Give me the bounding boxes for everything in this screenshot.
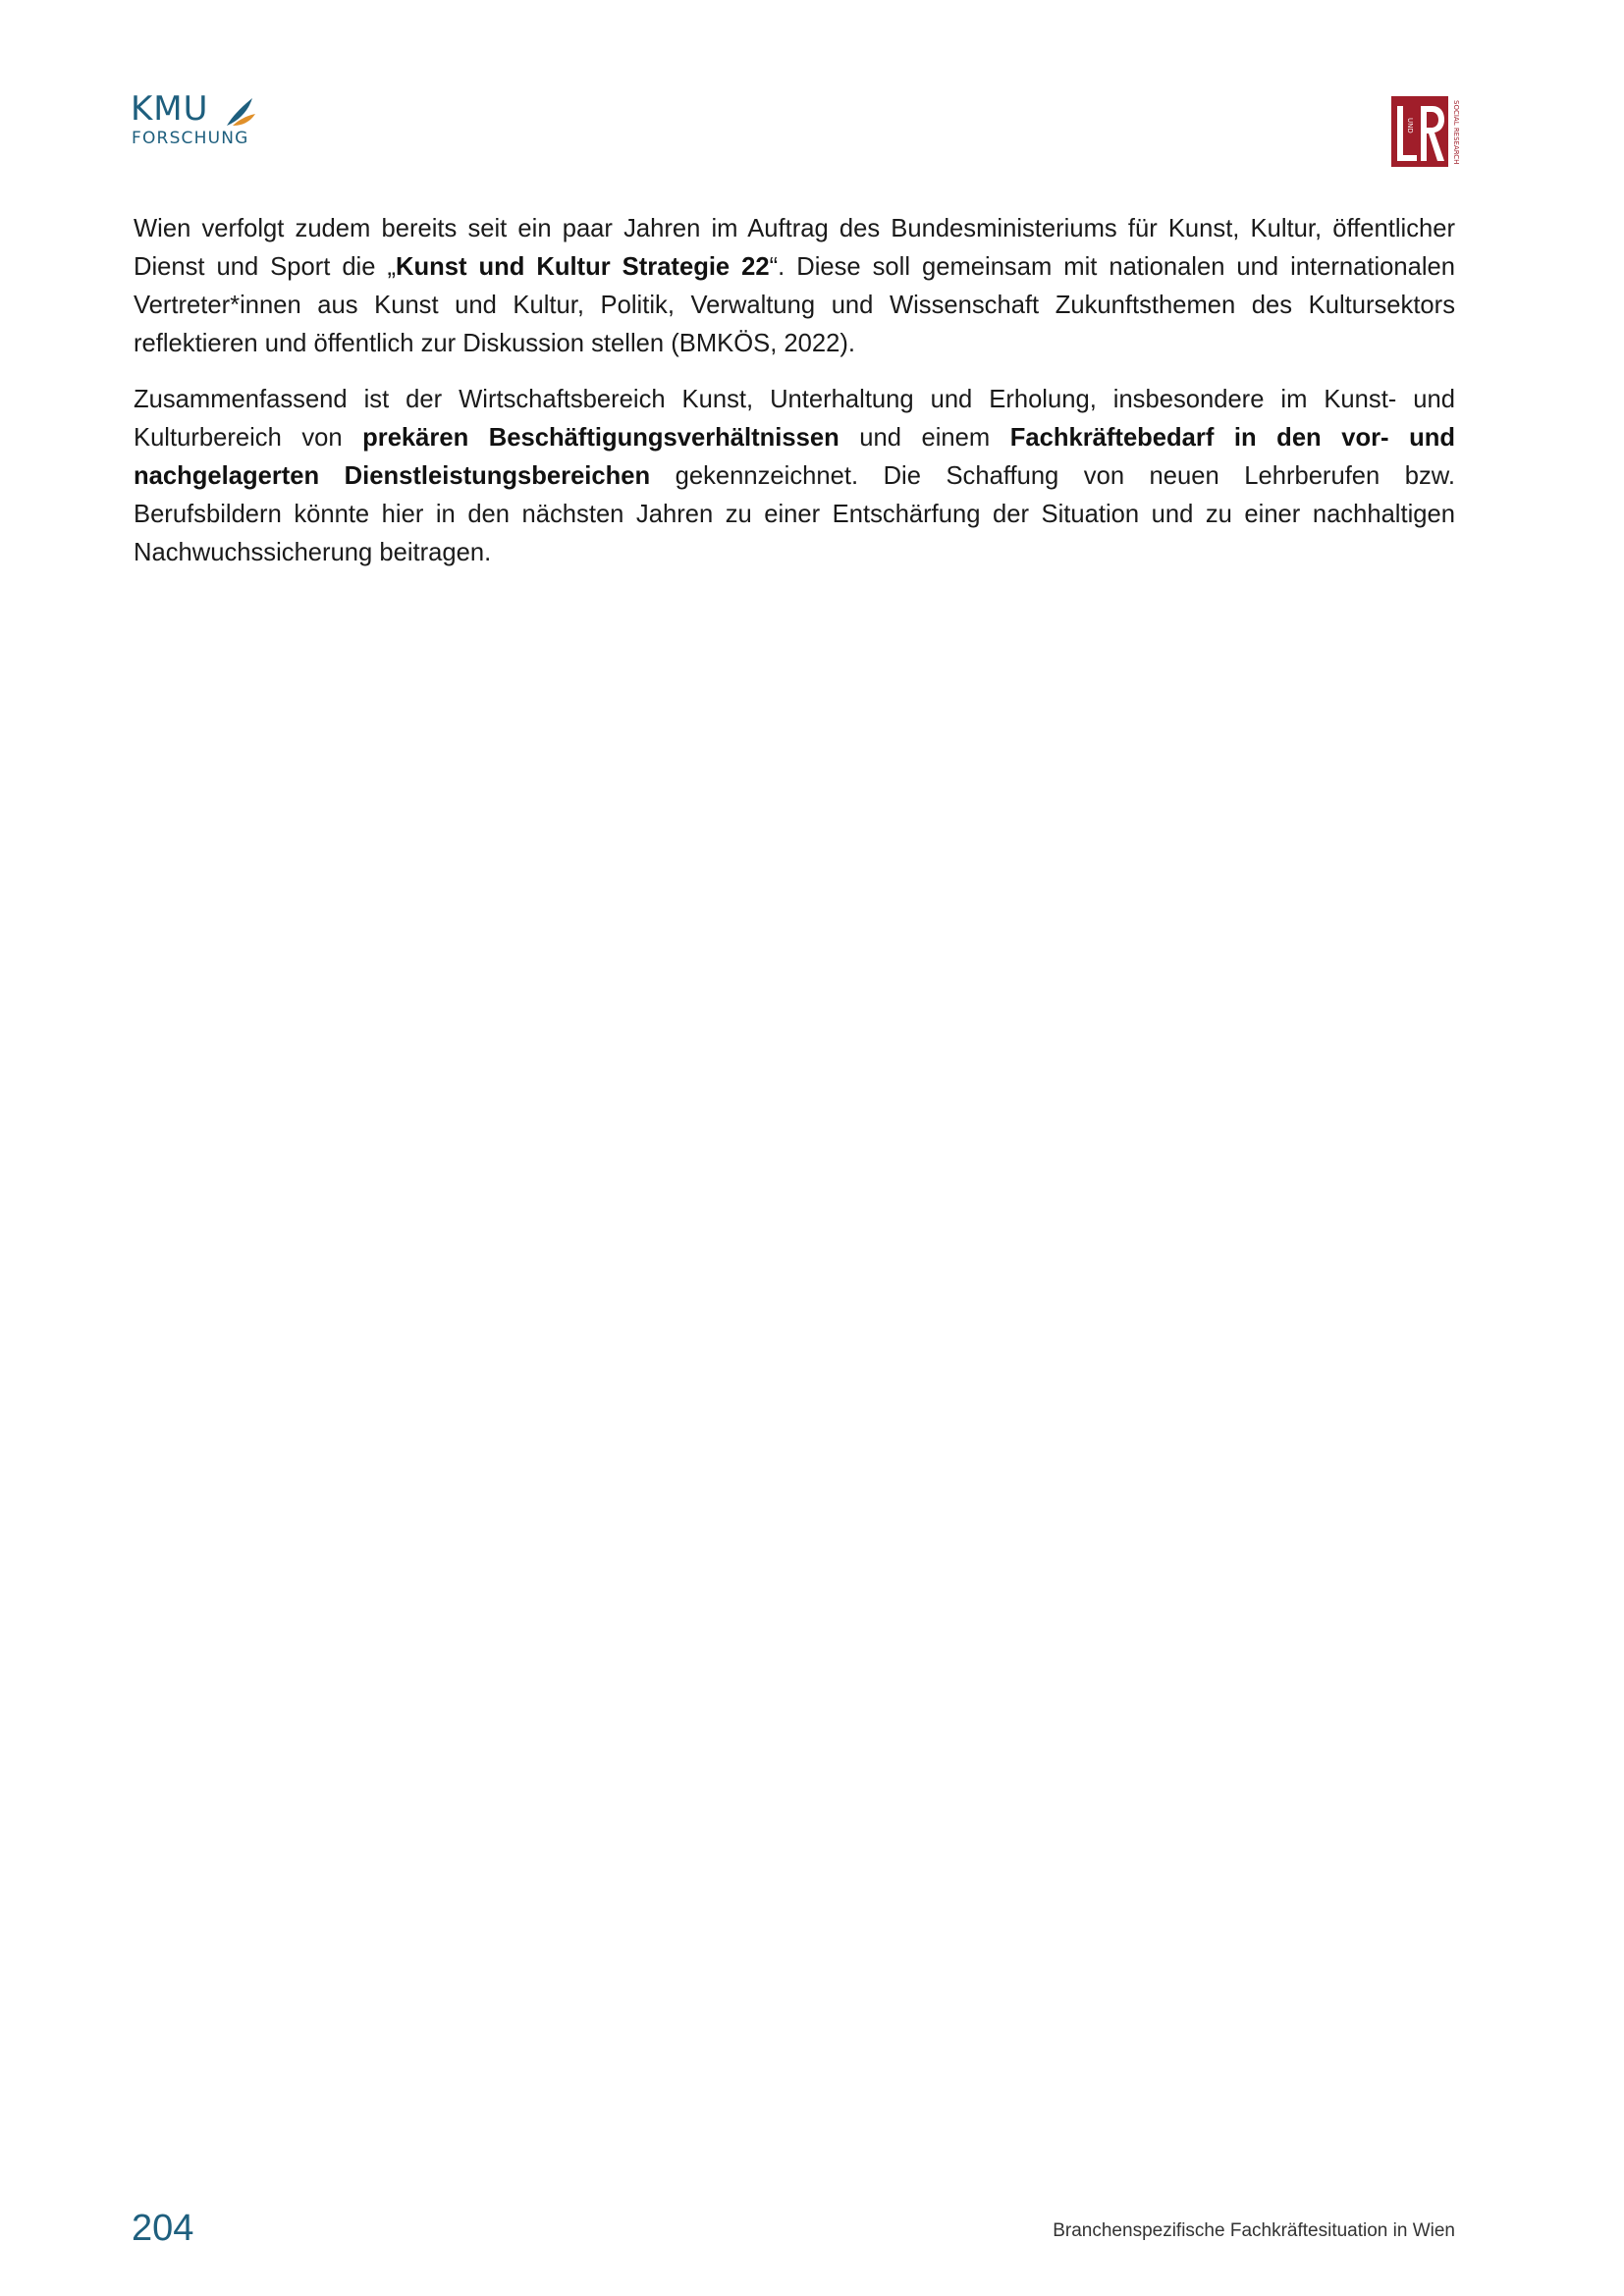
paragraph-2-segment: Zusammenfassend ist der Wirtschaftsbereich Kunst, Unterhaltung und Erholung, insbesondere im Kunst- und Kulturbereich von [134, 386, 1455, 452]
footer-title: Branchenspezifische Fachkräftesituation in Wien [1053, 2220, 1455, 2241]
paragraph-2-segment: und einem [839, 424, 1010, 452]
logo-kmu-word: KMU [131, 89, 209, 129]
lr-social-research-logo [1391, 96, 1464, 167]
page-number: 204 [132, 2208, 194, 2249]
paragraph-2 [134, 381, 1455, 572]
paragraph-1-segment: Wien verfolgt zudem bereits seit ein paar Jahren im Auftrag des Bundesministeriums für Kunst, Kultur, öffentlicher Dienst und Sport die „ [134, 215, 1455, 281]
paragraph-1-segment: “. Diese soll gemeinsam mit nationalen und internationalen Vertreter*innen aus Kunst und Kultur, Politik, Verwaltung und Wissenschaft Zukunftsthemen des Kultursektors reflektieren und öffentlich zur Diskussion stellen (BMKÖS, 2022). [134, 253, 1456, 357]
paragraph-2-segment: gekennzeichnet. Die Schaffung von neuen Lehrberufen bzw. Berufsbildern könnte hier in den nächsten Jahren zu einer Entschärfung der Situation und zu einer nachhaltigen Nachwuchssicherung beitragen. [134, 462, 1455, 566]
body-content [134, 210, 1455, 590]
leaf-icon [223, 94, 256, 128]
kmu-forschung-logo [131, 89, 258, 153]
svg-text:SOCIAL RESEARCH: SOCIAL RESEARCH [1452, 100, 1460, 165]
lr-logo-mark [1391, 96, 1464, 167]
logo-kmu-sub: FORSCHUNG [132, 129, 249, 148]
svg-text:UND: UND [1406, 118, 1414, 133]
paragraph-1 [134, 210, 1455, 363]
paragraph-1-bold-segment: Kunst und Kultur Strategie 22 [395, 253, 770, 281]
paragraph-2-bold-segment: Fachkräftebedarf in den vor- und nachgelagerten Dienstleistungsbereichen [134, 424, 1455, 490]
paragraph-2-bold-segment: prekären Beschäftigungsverhältnissen [362, 424, 839, 452]
